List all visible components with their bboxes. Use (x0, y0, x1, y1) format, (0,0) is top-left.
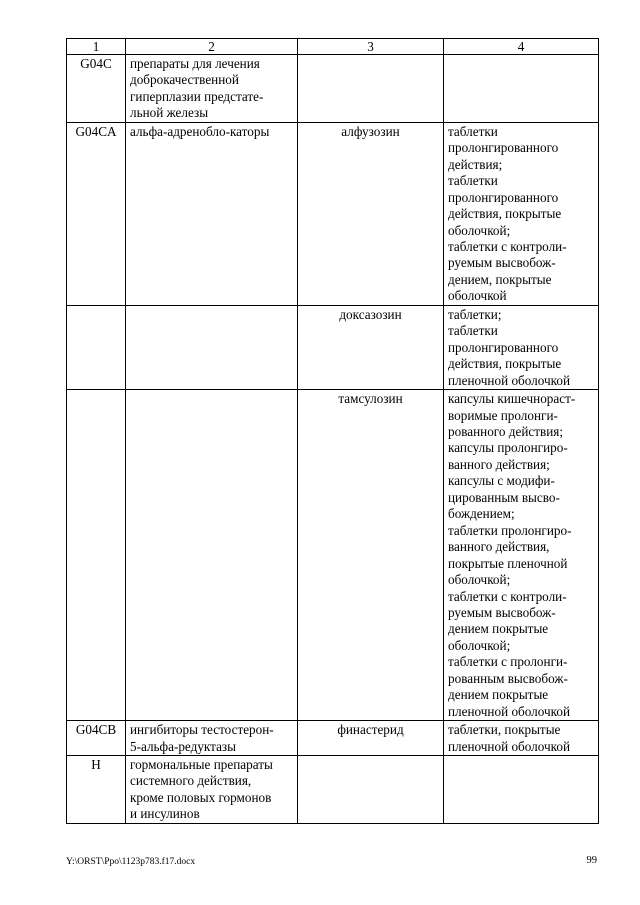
group-name-cell: препараты для лечения доброкачественной гиперплазии предстате- льной железы (126, 55, 298, 123)
table-row (67, 756, 599, 824)
group-name-cell: ингибиторы тестостерон- 5-альфа-редуктазы (126, 721, 298, 756)
atc-code-cell (67, 305, 126, 389)
dosage-form-cell: таблетки пролонгированного действия; таблетки пролонгированного действия, покрытые оболочкой; таблетки с контроли- руемым высвобож- дением, покрытые оболочкой (444, 122, 599, 305)
drug-name-cell: алфузозин (298, 122, 444, 305)
drug-name-cell: тамсулозин (298, 390, 444, 721)
dosage-form-cell: таблетки, покрытые пленочной оболочкой (444, 721, 599, 756)
drug-name-cell: доксазозин (298, 305, 444, 389)
footer-file-path: Y:\ORST\Ppo\1123p783.f17.docx (66, 857, 196, 867)
table-row (67, 390, 599, 721)
drug-name-cell (298, 756, 444, 824)
column-header-4: 4 (444, 39, 599, 55)
dosage-form-cell: таблетки; таблетки пролонгированного действия, покрытые пленочной оболочкой (444, 305, 599, 389)
group-name-cell: альфа-адренобло-каторы (126, 122, 298, 305)
atc-code-cell (67, 390, 126, 721)
page-number: 99 (586, 855, 597, 866)
table-row (67, 55, 599, 123)
drug-name-cell (298, 55, 444, 123)
group-name-cell: гормональные препараты системного действия, кроме половых гормонов и инсулинов (126, 756, 298, 824)
atc-code-cell: G04CA (67, 122, 126, 305)
atc-code-cell: H (67, 756, 126, 824)
drug-classification-table (66, 38, 599, 824)
table-row (67, 721, 599, 756)
group-name-cell (126, 305, 298, 389)
dosage-form-cell: капсулы кишечнораст- воримые пролонги- рованного действия; капсулы пролонгиро- ванного действия; капсулы с модифи- цированным высво- бождением; таблетки пролонгиро- ванного действия, покрытые пленочной оболочкой; таблетки с контроли- руемым высвобож- дением покрытые оболочкой; таблетки с пролонги- рованным высвобож- дением покрытые пленочной оболочкой (444, 390, 599, 721)
table-header-row (67, 39, 599, 55)
group-name-cell (126, 390, 298, 721)
table-row (67, 305, 599, 389)
dosage-form-cell (444, 756, 599, 824)
dosage-form-cell (444, 55, 599, 123)
column-header-3: 3 (298, 39, 444, 55)
atc-code-cell: G04C (67, 55, 126, 123)
column-header-2: 2 (126, 39, 298, 55)
atc-code-cell: G04CB (67, 721, 126, 756)
table-row (67, 122, 599, 305)
column-header-1: 1 (67, 39, 126, 55)
drug-name-cell: финастерид (298, 721, 444, 756)
